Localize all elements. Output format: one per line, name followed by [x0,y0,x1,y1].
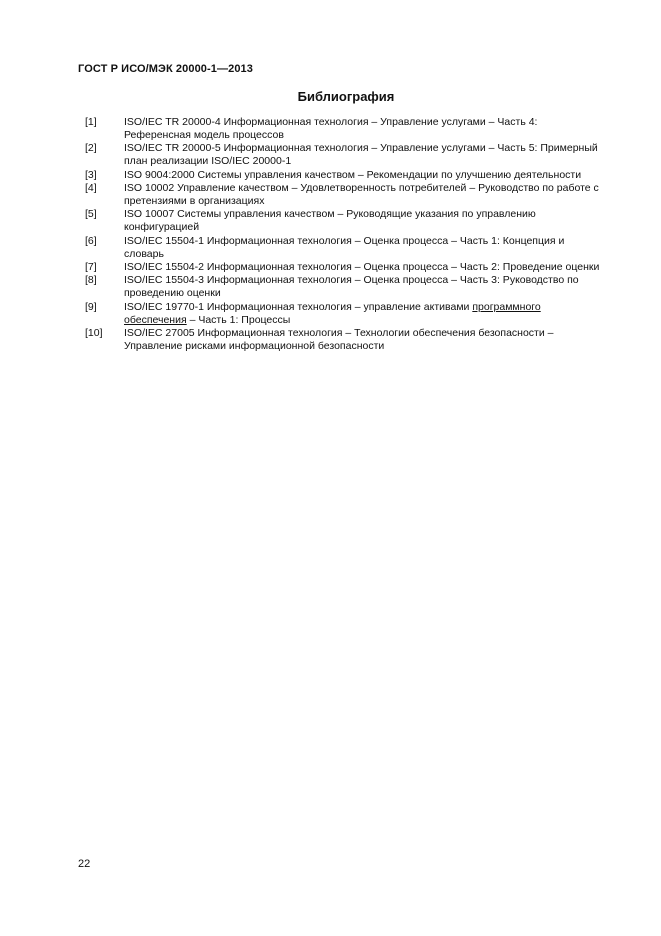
entry-text: ISO/IEC 15504-1 Информационная технология – Оценка процесса – Часть 1: Концепция и словарь [124,234,565,260]
entry-text: ISO/IEC TR 20000-5 Информационная технология – Управление услугами – Часть 5: Примерный план реализации ISO/IEC 20000-1 [124,142,598,168]
entry-number: [6] [85,234,97,247]
entry-text: ISO/IEC TR 20000-4 Информационная технология – Управление услугами – Часть 4: Референсная модель процессов [124,116,538,141]
entry-number: [8] [85,274,97,287]
entry-text: ISO/IEC 15504-2 Информационная технология – Оценка процесса – Часть 2: Проведение оценки [124,260,600,273]
entry-number: [7] [85,260,97,273]
entry-number: [9] [85,300,97,313]
bibliography-entry [85,142,605,168]
standard-code-header: ГОСТ Р ИСО/МЭК 20000-1—2013 [78,63,253,75]
bibliography-entry [85,116,605,142]
entry-text: ISO/IEC 27005 Информационная технология – Технологии обеспечения безопасности – Управление рисками информационной безопасности [124,327,554,352]
entry-number: [10] [85,327,103,339]
entry-number: [5] [85,208,97,221]
entry-text: ISO 9004:2000 Системы управления качеством – Рекомендации по улучшению деятельности [124,168,582,181]
entry-number: [2] [85,142,97,155]
entry-text: ISO 10002 Управление качеством – Удовлетворенность потребителей – Руководство по работе с претензиями в организациях [124,182,599,207]
page-number: 22 [78,858,91,870]
entry-number: [1] [85,116,97,128]
bibliography-entry [85,208,605,234]
entry-text: ISO 10007 Системы управления качеством – Руководящие указания по управлению конфигурацией [124,208,536,234]
entry-number: [3] [85,168,97,181]
entry-text-start: ISO/IEC 19770-1 Информационная технология – управление активами [124,300,473,313]
bibliography-entry [85,169,605,182]
entry-number: [4] [85,182,97,195]
entry-text [124,301,605,327]
bibliography-entry [85,327,605,353]
entry-text: ISO/IEC 15504-3 Информационная технология – Оценка процесса – Часть 3: Руководство по проведению оценки [124,274,579,300]
entry-text-end: – Часть 1: Процессы [186,313,291,326]
bibliography-entry [85,261,605,274]
bibliography-entry [85,301,605,327]
bibliography-list [85,116,605,353]
bibliography-entry [85,182,605,208]
bibliography-entry [85,235,605,261]
bibliography-title: Библиография [297,89,395,104]
entry-text-underlined: программного обеспечения [124,300,541,326]
bibliography-entry [85,274,605,300]
